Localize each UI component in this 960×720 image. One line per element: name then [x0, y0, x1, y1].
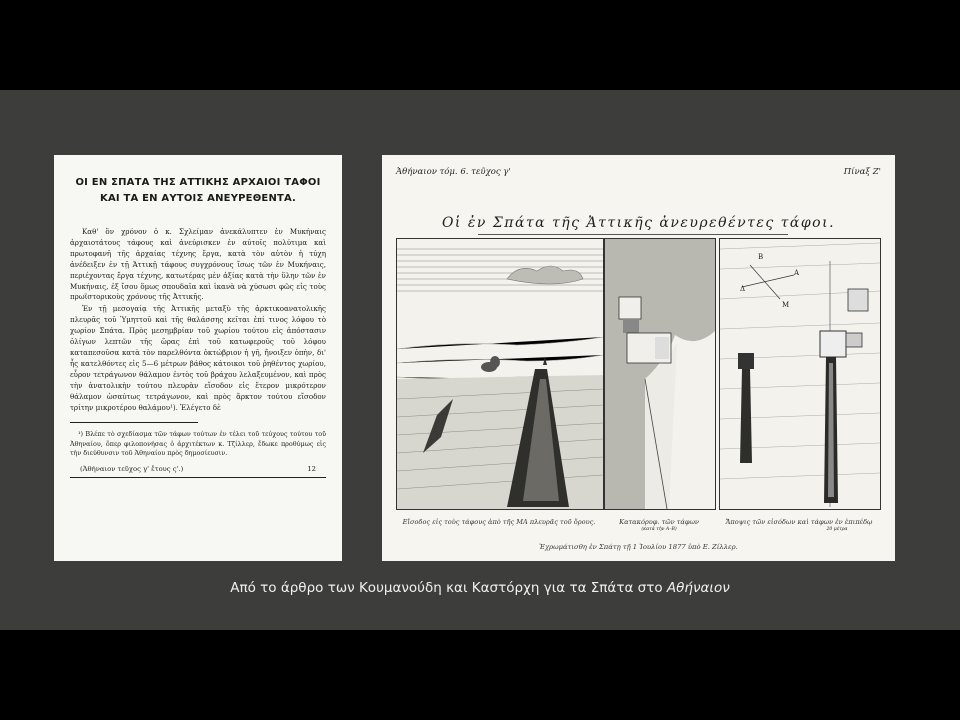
- article-paragraph-2: Ἐν τῇ μεσογαίᾳ τῆς Ἀττικῆς μεταξὺ τῆς ἀρκτικοανατολικῆς πλευρᾶς τοῦ Ὑμηττοῦ καὶ τῆς θαλάσσης κεῖται ἐπί τινος λόφου τὸ χωρίον Σπάτα. Πρὸς μεσημβρίαν τοῦ χωρίου τούτου εἰς ἀπόστασιν ὀλίγων λεπτῶν τῆς ὥρας ἐπὶ τοῦ κατωφεροῦς τοῦ λόφου καταπεσοῦσα κατὰ τὸν παρελθόντα ὀκτώβριον ἡ γῆ, ἤνοιξεν ὀπὴν, δι' ἧς κατελθόντες εἰς 5—6 μέτρων βάθος κάτοικοι τοῦ ῥηθέντος χωρίου, εὗρον τετράγωνον θάλαμον ἐντὸς τοῦ βράχου λελαξευμένον, καὶ πρὸς τὴν ἀνατολικὴν τούτου πλευρὰν εἴσοδον εἰς ἕτερον μικρότερον θάλαμον ὡσαύτως τετράγωνον, καὶ πρὸς ἄρκτον τούτου εἴσοδον τρίτην μικροτέρου θαλάμου¹). Ἐλέγετο δὲ: [70, 304, 326, 412]
- page-footer-source: (Ἀθήναιον τεῦχος γ' ἔτους ς'.): [80, 464, 184, 473]
- compass-rose: [742, 265, 794, 299]
- slide-caption-text: Από το άρθρο των Κουμανούδη και Καστόρχη για τα Σπάτα στο: [230, 580, 667, 596]
- landscape-caption: Εἴσοδος εἰς τοὺς τάφους ἀπὸ τῆς ΜΑ πλευρᾶς τοῦ ὄρους.: [402, 518, 596, 526]
- compass-label-m: Μ: [782, 301, 790, 309]
- plan-caption: Ἄποψις τῶν εἰσόδων καὶ τάφων ἐν ἐπιπέδῳ: [725, 518, 873, 526]
- page-number: 12: [307, 464, 316, 473]
- compass-label-a: Α: [794, 269, 800, 277]
- compass-label-d: Δ: [740, 285, 746, 293]
- section-caption: Κατακόρυφ. τῶν τάφων: [619, 518, 699, 526]
- plate-title: Οἱ ἐν Σπάτα τῆς Ἀττικῆς ἀνευρεθέντες τάφοι.: [441, 215, 836, 231]
- article-title: ΟΙ ΕΝ ΣΠΑΤΑ ΤΗΣ ΑΤΤΙΚΗΣ ΑΡΧΑΙΟΙ ΤΑΦΟΙ ΚΑΙ ΤΑ ΕΝ ΑΥΤΟΙΣ ΑΝΕΥΡΕΘΕΝΤΑ.: [75, 177, 321, 204]
- section-caption-sub: (κατὰ τὴν Α–Β): [641, 527, 677, 532]
- article-page-scan: [54, 155, 342, 561]
- compass-label-b: Β: [758, 253, 764, 261]
- slide-caption: [0, 580, 960, 596]
- footer-rule: [70, 477, 326, 478]
- section-drawing: [605, 239, 715, 509]
- scale-label: 20 μέτρα: [826, 527, 848, 532]
- plate-volume-label: Ἀθήναιον τόμ. 6. τεῦχος γ': [396, 167, 511, 177]
- footnote-divider: [70, 422, 198, 423]
- slide-caption-italic: Αθήναιον: [666, 580, 730, 596]
- plate-number: Πίναξ Ζ': [843, 167, 881, 177]
- section-view-panel: [604, 238, 716, 510]
- plate-scan: [382, 155, 895, 561]
- plate-credit: Ἐχρωμάτισθη ἐν Σπάτῃ τῇ 1 Ἰουλίου 1877 ὑπὸ Ε. Ζίλλερ.: [539, 543, 738, 551]
- plan-drawing: [720, 239, 880, 509]
- article-footnote: ¹) Βλέπε τὸ σχεδίασμα τῶν τάφων τούτων ἐν τέλει τοῦ τεύχους τούτου τοῦ Ἀθηναίου, ὅπερ φιλοπονήσας ὁ ἀρχιτέκτων κ. Τζίλλερ, ἔδωκε προθύμως εἰς τὴν διεύθυνσιν τοῦ Ἀθηναίου πρὸς δημοσίευσιν.: [70, 430, 326, 458]
- landscape-drawing: [397, 239, 603, 509]
- article-paragraph-1: Καθ' ὃν χρόνον ὁ κ. Σχλείμαν ἀνεκάλυπτεν ἐν Μυκήναις ἀρχαιοτάτους τάφους καὶ ἀνεύρισκεν ἐν αὐτοῖς πολύτιμα καὶ πρωτοφανῆ τῆς ἀρχαίας τέχνης ἔργα, κατὰ τὸν αὐτὸν ἡ τύχη ἀνέδειξεν ἐν τῇ Ἀττικῇ τάφους συγχρόνους ἴσως τῶν ἐν Μυκήναις, περιέχοντας ἔργα τέχνης, κατωτέρας μὲν ἀξίας κατὰ τὴν ὕλην τῶν ἐν Μυκήναις, ἐξ ἴσου ὅμως σπουδαῖα καὶ ἱκανὰ νὰ χύσωσι φῶς εἰς τοὺς πρωϊστορικοὺς χρόνους τῆς Ἀττικῆς.: [70, 227, 326, 302]
- plan-view-panel: [719, 238, 881, 510]
- page-footer: [70, 465, 326, 473]
- plate-header: [396, 167, 881, 177]
- plate-title-rule: [478, 234, 788, 235]
- slide: [0, 90, 960, 630]
- landscape-view-panel: [396, 238, 604, 510]
